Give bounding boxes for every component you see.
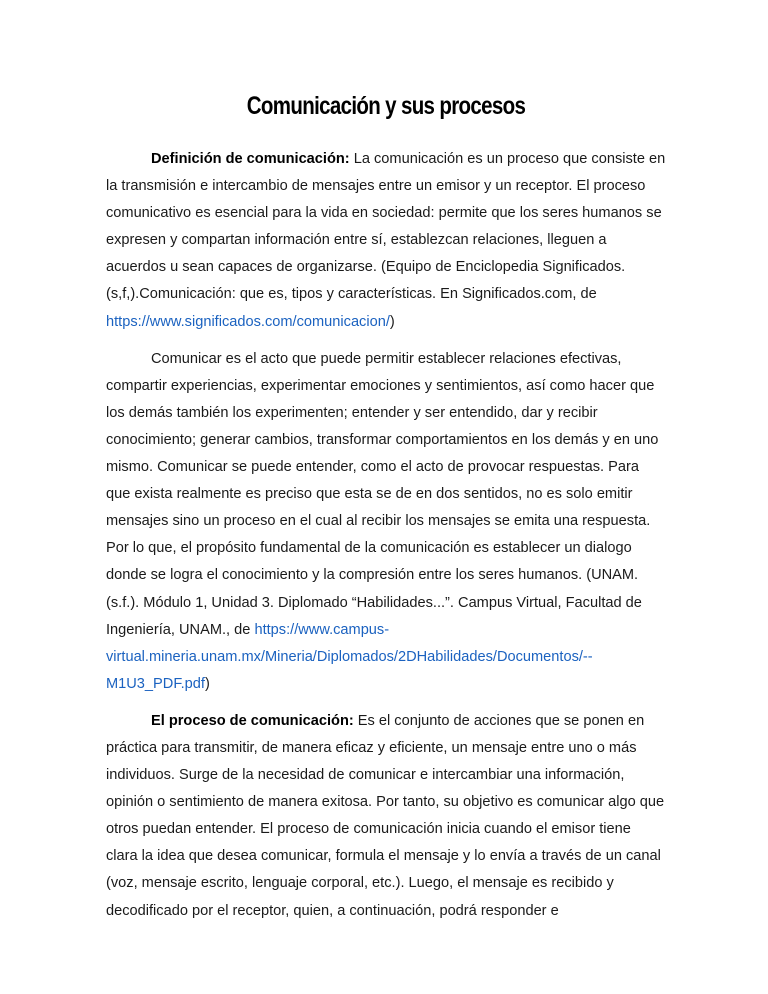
document-page	[106, 88, 666, 935]
paragraph-lead: El proceso de comunicación:	[151, 712, 354, 729]
reference-link[interactable]: https://www.campus-virtual.mineria.unam.mx/Mineria/Diplomados/2DHabilidades/Documentos/--M1U3_PDF.pdf	[106, 621, 593, 692]
paragraph-definition	[106, 146, 666, 336]
paragraph-text: Es el conjunto de acciones que se ponen en práctica para transmitir, de manera eficaz y eficiente, un mensaje entre uno o más individuos. Surge de la necesidad de comunicar e intercambiar una información, opinión o sentimiento de manera exitosa. Por tanto, su objetivo es comunicar algo que otros puedan entender. El proceso de comunicación inicia cuando el emisor tiene clara la idea que desea comunicar, formula el mensaje y lo envía a través de un canal (voz, mensaje escrito, lenguaje corporal, etc.). Luego, el mensaje es recibido y decodificado por el receptor, quien, a continuación, podrá responder e	[106, 712, 665, 919]
document-title: Comunicación y sus procesos	[246, 92, 526, 120]
paragraph-proceso	[106, 708, 666, 925]
paragraph-comunicar	[106, 346, 666, 698]
paragraph-tail: )	[389, 313, 395, 330]
paragraph-text: La comunicación es un proceso que consiste en la transmisión e intercambio de mensajes entre un emisor y un receptor. El proceso comunicativo es esencial para la vida en sociedad: permite que los seres humanos se expresen y compartan información entre sí, establezcan relaciones, lleguen a acuerdos u sean capaces de organizarse. (Equipo de Enciclopedia Significados. (s,f,).Comunicación: que es, tipos y características. En Significados.com, de	[106, 151, 666, 303]
paragraph-lead: Definición de comunicación:	[151, 151, 350, 167]
paragraph-tail: )	[204, 675, 210, 692]
reference-link[interactable]: https://www.significados.com/comunicacion/	[106, 313, 390, 330]
paragraph-text: Comunicar es el acto que puede permitir establecer relaciones efectivas, compartir experiencias, experimentar emociones y sentimientos, así como hacer que los demás también los experimenten; entender y ser entendido, dar y recibir conocimiento; generar cambios, transformar comportamientos en los demás y en uno mismo. Comunicar se puede entender, como el acto de provocar respuestas. Para que exista realmente es preciso que esta se de en dos sentidos, no es solo emitir mensajes sino un proceso en el cual al recibir los mensajes se emita una respuesta. Por lo que, el propósito fundamental de la comunicación es establecer un dialogo donde se logra el conocimiento y la compresión entre los seres humanos. (UNAM. (s.f.). Módulo 1, Unidad 3. Diplomado “Habilidades...”. Campus Virtual, Facultad de Ingeniería, UNAM., de	[106, 350, 659, 638]
